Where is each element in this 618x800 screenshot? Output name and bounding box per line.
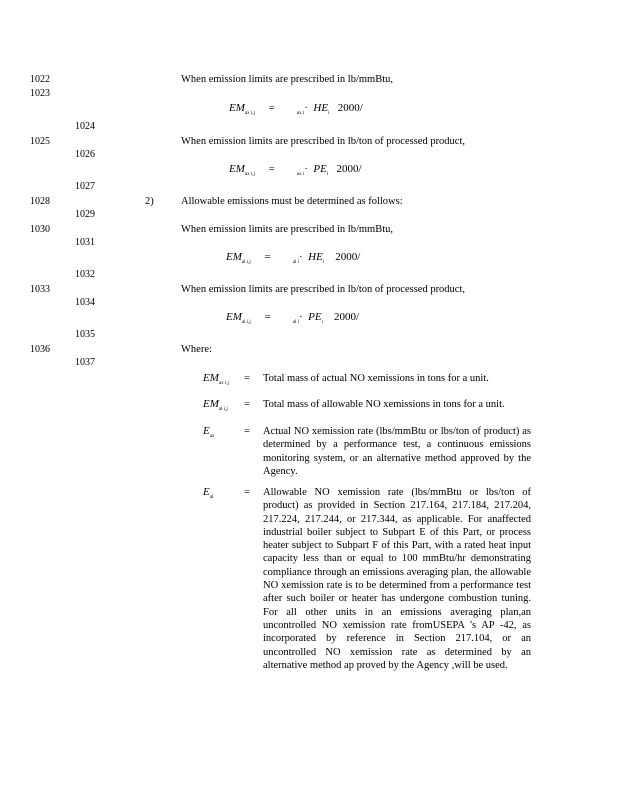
paragraph: When emission limits are prescribed in lb/mmBtu, (181, 224, 394, 235)
paragraph: When emission limits are prescribed in lb/mmBtu, (181, 74, 394, 85)
line-number: 1031 (75, 237, 95, 248)
definition-text: Actual NO xemission rate (lbs/mmBtu or lbs/ton of product) as determined by a performance test, a continuous emissions monitoring system, or an alternative method approved by the Agency. (263, 426, 531, 477)
paragraph: When emission limits are prescribed in lb/ton of processed product, (181, 136, 466, 147)
definition-symbol: $EM_{ax i,j}$ (203, 372, 229, 386)
line-number: 1032 (75, 269, 95, 280)
definition-symbol: $E_{al}$ (203, 486, 214, 500)
definition-equals: = (244, 487, 250, 498)
definition-text: Total mass of actual NO xemissions in tons for a unit. (263, 373, 489, 384)
definition-text: Total mass of allowable NO xemissions in tons for a unit. (263, 399, 505, 410)
line-number: 1029 (75, 209, 95, 220)
definition-equals: = (244, 373, 250, 384)
list-item-number: 2) (145, 196, 154, 207)
definition-equals: = (244, 426, 250, 437)
line-number: 1025 (30, 136, 50, 147)
equation-3: $EM_{al i,j}$ = $_{al i}\cdot HE_i$ 2000/ (226, 251, 361, 265)
definition-symbol: $E_{ax}$ (203, 425, 215, 439)
definition-equals: = (244, 399, 250, 410)
line-number: 1030 (30, 224, 50, 235)
line-number: 1026 (75, 149, 95, 160)
line-number: 1024 (75, 121, 95, 132)
line-number: 1027 (75, 181, 95, 192)
line-number: 1022 (30, 74, 50, 85)
line-number: 1036 (30, 344, 50, 355)
line-number: 1035 (75, 329, 95, 340)
line-number: 1033 (30, 284, 50, 295)
line-number: 1023 (30, 88, 50, 99)
equation-1: $EM_{ax i,j}$ = $_{ax i}\cdot HE_i$ 2000/ (229, 102, 363, 116)
definition-symbol: $EM_{al i,j}$ (203, 398, 228, 412)
paragraph: When emission limits are prescribed in lb/ton of processed product, (181, 284, 466, 295)
line-number: 1037 (75, 357, 95, 368)
line-number: 1028 (30, 196, 50, 207)
list-item-text: Allowable emissions must be determined as follows: (181, 196, 403, 207)
where-label: Where: (181, 344, 212, 355)
equation-4: $EM_{al i,j}$ = $_{al i}\cdot PE_i$ 2000/ (226, 311, 360, 325)
definition-text: Allowable NO xemission rate (lbs/mmBtu or lbs/ton of product) as provided in Section 217.164, 217.184, 217.204, 217.224, 217.244, or 217.344, as applicable. For anaffected industrial boiler subject to Subpart E of this Part, or process heater subject to Subpart F of this Part, with a rated heat input capacity less than or equal to 100 mmBtu/hr demonstrating compliance through an emissions averaging plan, the allowable NO xemission rate is to be determined from a performance test after such boiler or heater has undergone combustion tuning. For all other units in an emissions averaging plan,an uncontrolled NO xemission rate fromUSEPA 's AP -42, as incorporated by reference in Section 217.104, or an uncontrolled NO xemission rate as determined by an alternative method ap proved by the Agency ,will be used. (263, 487, 531, 671)
equation-2: $EM_{ax i,j}$ = $_{ax i}\cdot PE_i$ 2000/ (229, 163, 362, 177)
line-number: 1034 (75, 297, 95, 308)
